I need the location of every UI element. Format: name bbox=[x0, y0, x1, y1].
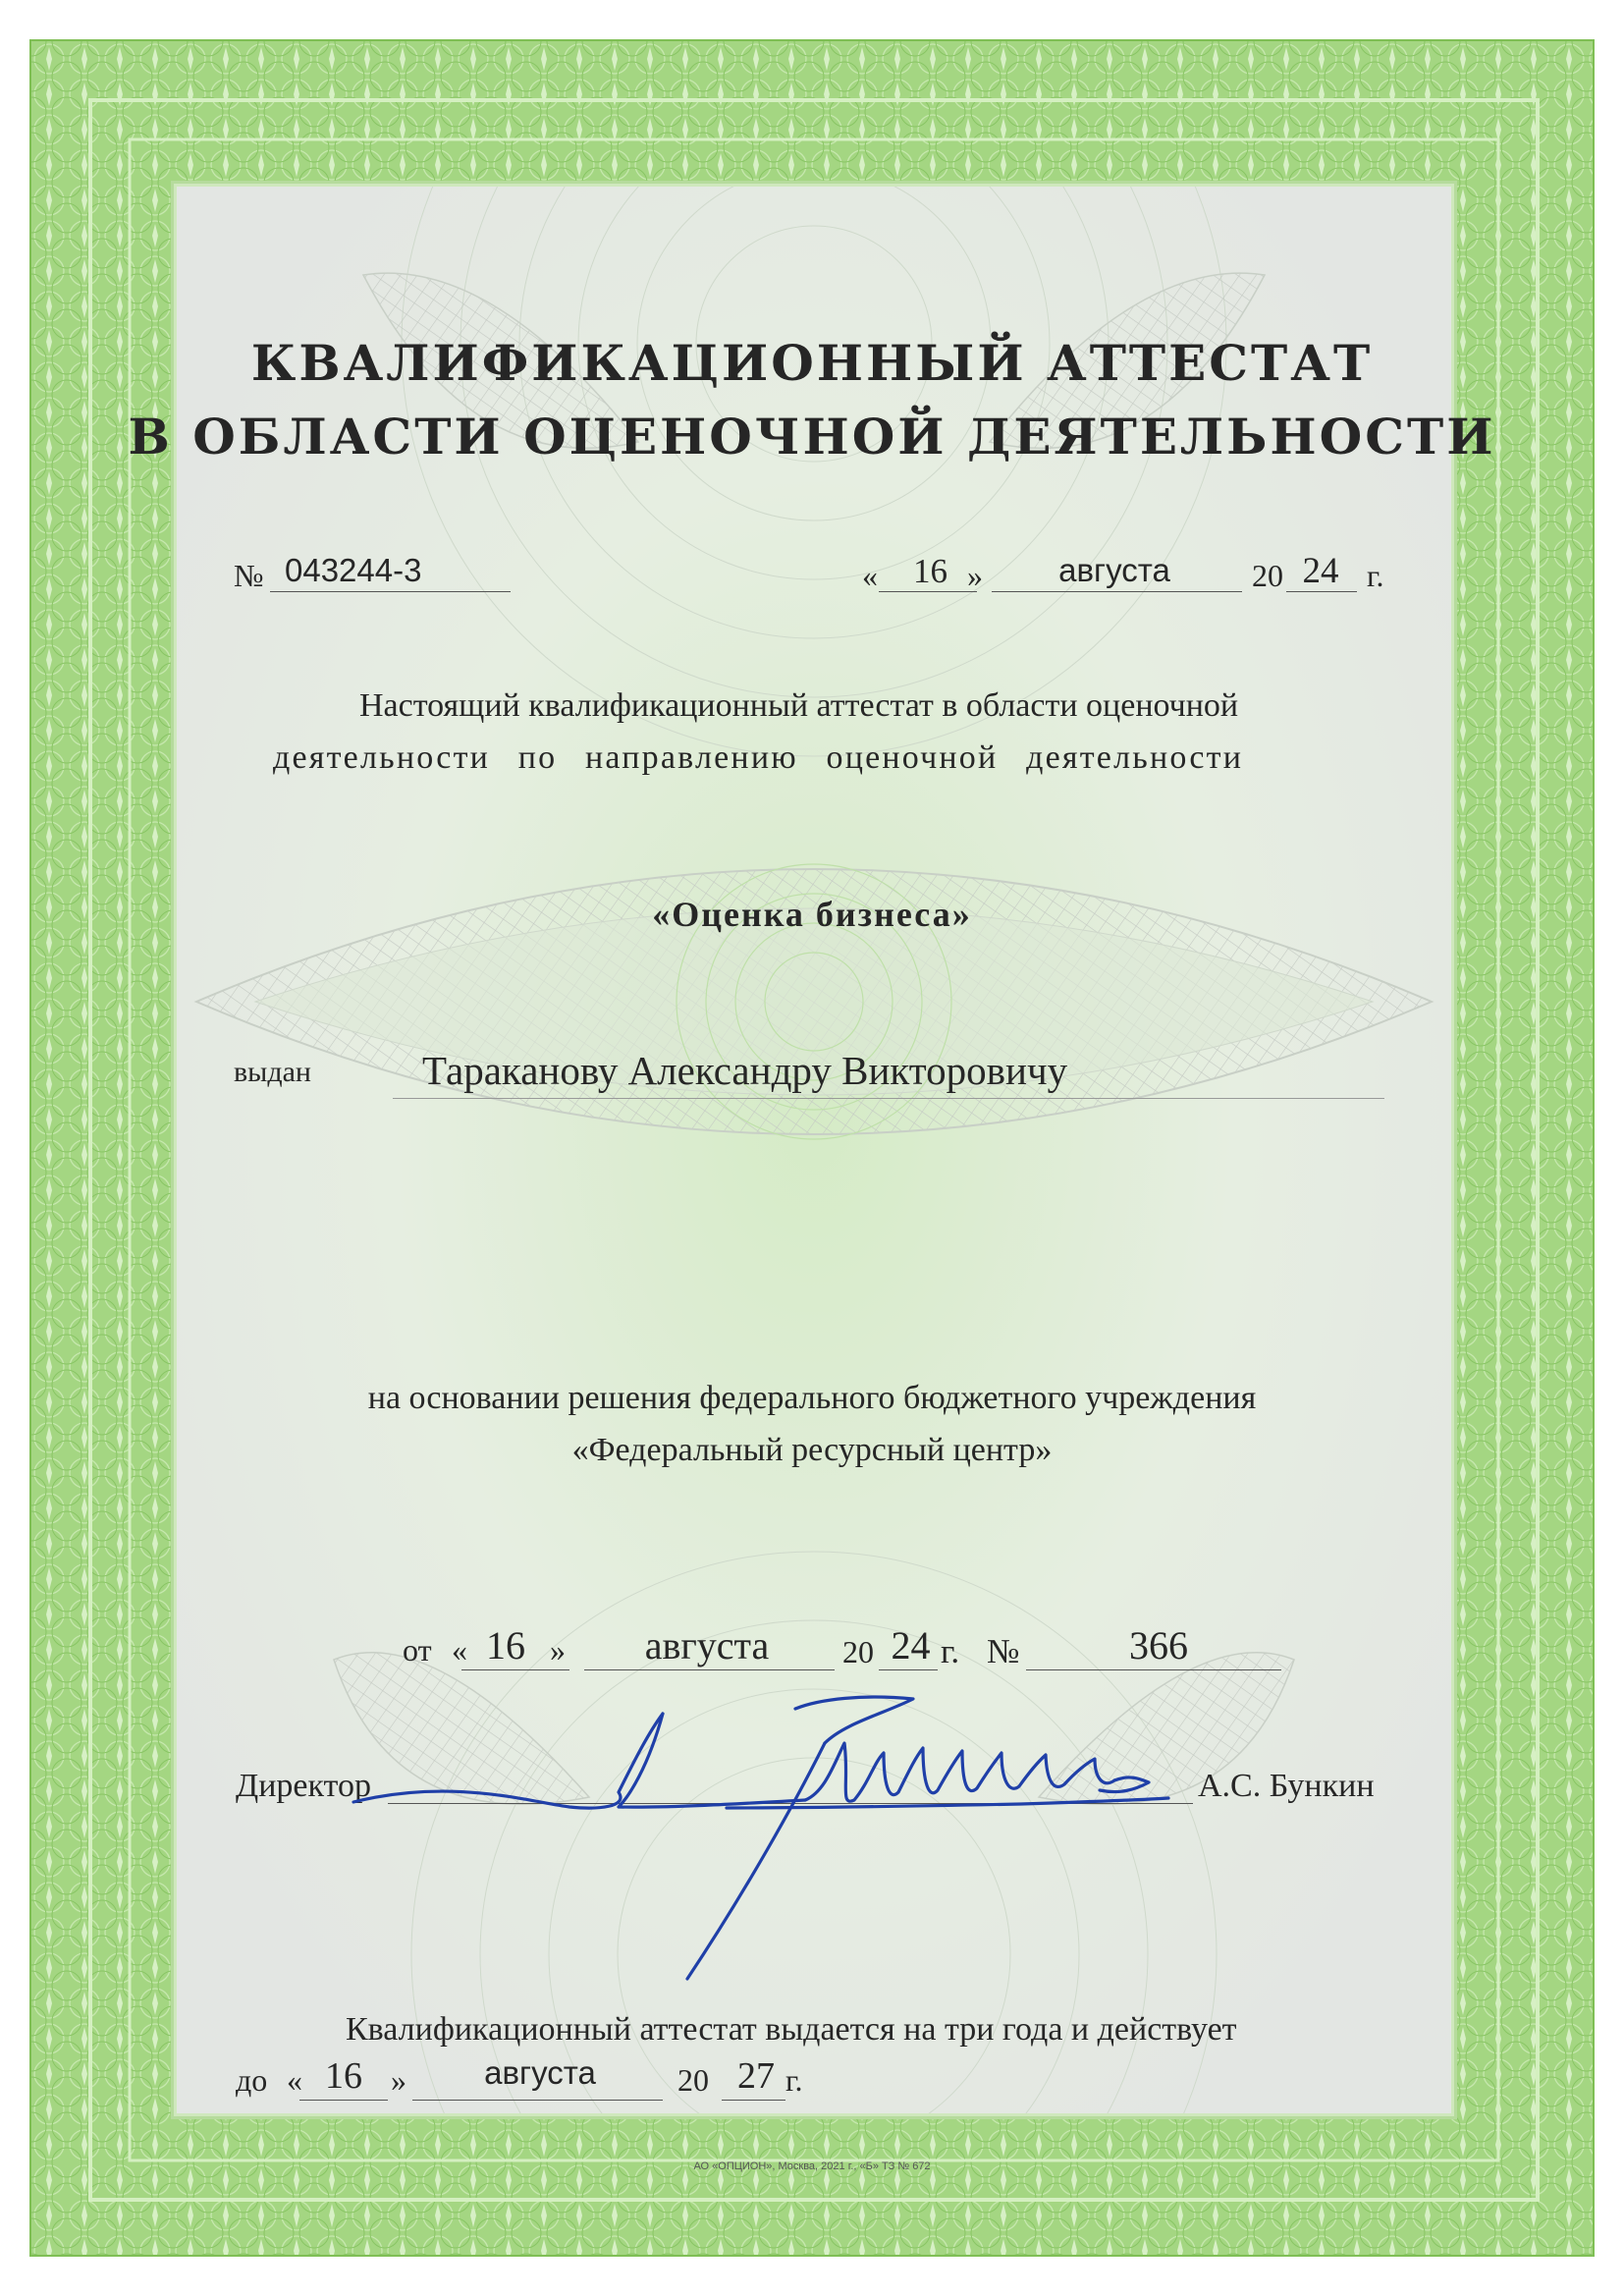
decision-day: 16 bbox=[486, 1623, 525, 1667]
validity-line1: Квалификационный аттестат выдается на три года и действует bbox=[346, 2011, 1237, 2048]
decision-day-underline bbox=[461, 1669, 569, 1670]
decision-number-label: № bbox=[987, 1632, 1020, 1670]
valid-until-month: августа bbox=[484, 2054, 596, 2091]
issue-year-unit: г. bbox=[1367, 558, 1384, 593]
decision-month-underline bbox=[584, 1669, 835, 1670]
valid-until-day: 16 bbox=[325, 2055, 362, 2097]
decision-from-label: от bbox=[403, 1632, 432, 1667]
issue-month: августа bbox=[1058, 552, 1170, 588]
number-label: № bbox=[234, 558, 264, 593]
decision-year-unit: г. bbox=[941, 1632, 960, 1670]
decision-quote-close: » bbox=[550, 1632, 566, 1667]
body-line1: Настоящий квалификационный аттестат в области оценочной bbox=[359, 687, 1239, 724]
decision-year-underline bbox=[879, 1669, 938, 1670]
body-line2: деятельности по направлению оценочной деятельности bbox=[273, 739, 1244, 776]
valid-until-month-underline bbox=[412, 2100, 663, 2101]
decision-quote-open: « bbox=[452, 1632, 467, 1667]
holder-underline bbox=[393, 1098, 1384, 1099]
direction-name: «Оценка бизнеса» bbox=[652, 895, 972, 934]
director-label: Директор bbox=[236, 1768, 371, 1804]
director-name: А.С. Бункин bbox=[1198, 1768, 1375, 1804]
issue-quote-open: « bbox=[862, 558, 878, 593]
issue-year-prefix: 20 bbox=[1252, 558, 1283, 593]
issue-month-underline bbox=[992, 591, 1242, 592]
certificate-title-line1: КВАЛИФИКАЦИОННЫЙ АТТЕСТАТ bbox=[250, 334, 1374, 392]
number-underline bbox=[270, 591, 511, 592]
valid-until-day-underline bbox=[299, 2100, 388, 2101]
valid-until-year: 27 bbox=[737, 2055, 775, 2097]
issue-quote-close: » bbox=[967, 558, 983, 593]
basis-line2: «Федеральный ресурсный центр» bbox=[571, 1432, 1053, 1468]
issue-year-underline bbox=[1286, 591, 1357, 592]
decision-number-underline bbox=[1026, 1669, 1281, 1670]
valid-until-quote-open: « bbox=[287, 2062, 302, 2098]
director-signature bbox=[334, 1684, 1218, 1998]
valid-until-label: до bbox=[236, 2062, 268, 2098]
decision-number: 366 bbox=[1129, 1623, 1188, 1667]
decision-year-prefix: 20 bbox=[842, 1634, 874, 1669]
certificate-number: 043244-3 bbox=[285, 552, 422, 588]
issue-year: 24 bbox=[1302, 551, 1339, 591]
printer-info: АО «ОПЦИОН», Москва, 2021 г., «Б» ТЗ № 672 bbox=[693, 2160, 931, 2172]
valid-until-year-unit: г. bbox=[785, 2062, 803, 2098]
decision-year: 24 bbox=[891, 1623, 931, 1667]
valid-until-quote-close: » bbox=[391, 2062, 406, 2098]
valid-until-year-prefix: 20 bbox=[677, 2062, 709, 2098]
holder-name: Тараканову Александру Викторовичу bbox=[422, 1048, 1068, 1093]
basis-line1: на основании решения федерального бюджетного учреждения bbox=[367, 1380, 1257, 1416]
issue-day-underline bbox=[879, 591, 977, 592]
decision-month: августа bbox=[644, 1623, 770, 1667]
certificate-title-line2: В ОБЛАСТИ ОЦЕНОЧНОЙ ДЕЯТЕЛЬНОСТИ bbox=[128, 408, 1496, 465]
issue-day: 16 bbox=[913, 552, 947, 590]
valid-until-year-underline bbox=[722, 2100, 785, 2101]
issued-label: выдан bbox=[234, 1056, 311, 1088]
